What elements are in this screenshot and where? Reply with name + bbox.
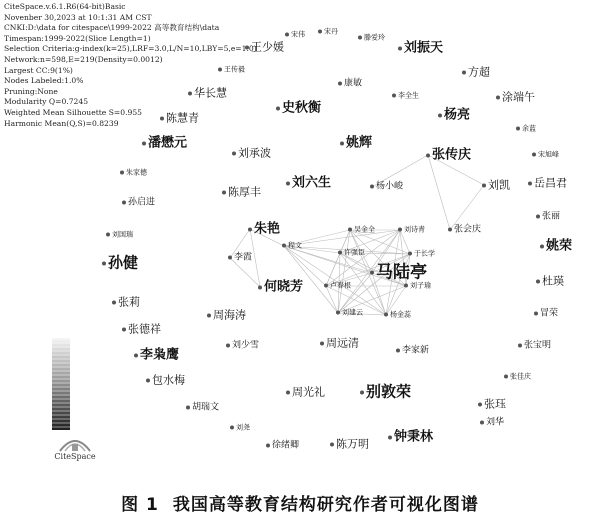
author-node[interactable] — [370, 262, 427, 283]
author-node[interactable] — [396, 347, 429, 356]
figure-title: 我国高等教育结构研究作者可视化图谱 — [172, 495, 479, 515]
node-dot — [478, 403, 482, 407]
node-dot — [384, 313, 388, 317]
node-dot — [532, 153, 536, 157]
author-node[interactable] — [228, 254, 252, 263]
author-label: 刘诗青 — [404, 225, 425, 234]
author-label: 李枭鹰 — [140, 347, 180, 363]
author-node[interactable] — [276, 102, 321, 115]
node-dot — [285, 33, 289, 37]
node-dot — [207, 314, 211, 318]
node-dot — [142, 141, 146, 145]
author-label: 朱家德 — [126, 168, 147, 177]
author-label: 王少媛 — [251, 40, 284, 54]
author-label: 李家新 — [402, 345, 430, 356]
author-node[interactable] — [186, 404, 219, 413]
logo-arc-icon — [58, 434, 92, 452]
author-node[interactable] — [324, 283, 351, 290]
node-dot — [112, 301, 116, 305]
author-node[interactable] — [536, 276, 564, 287]
network-info-panel — [4, 2, 257, 129]
node-dot — [248, 227, 252, 231]
node-dot — [258, 285, 262, 289]
author-label: 刘振天 — [404, 40, 444, 56]
node-dot — [540, 244, 544, 248]
node-dot — [348, 228, 352, 232]
author-label: 张会庆 — [454, 224, 482, 235]
time-color-legend-bar — [52, 338, 70, 430]
node-dot — [370, 271, 374, 275]
author-label: 杨金蕊 — [390, 310, 411, 319]
node-dot — [338, 251, 342, 255]
author-label: 周光礼 — [292, 385, 325, 399]
author-label: 余蓝 — [522, 124, 536, 133]
node-dot — [232, 152, 236, 156]
author-label: 刘建云 — [342, 308, 363, 317]
node-dot — [496, 96, 500, 100]
node-dot — [396, 348, 400, 352]
info-line: Timespan:1999-2022(Slice Length=1) — [4, 33, 151, 43]
author-label: 程文 — [288, 241, 302, 250]
co-author-link — [428, 155, 450, 230]
author-label: 宋伟 — [291, 30, 305, 39]
node-dot — [388, 435, 392, 439]
node-dot — [336, 311, 340, 315]
author-label: 宋丹 — [324, 27, 338, 36]
author-node[interactable] — [134, 349, 179, 362]
author-label: 姚荣 — [546, 238, 573, 254]
node-dot — [228, 255, 232, 259]
author-label: 张传庆 — [432, 147, 472, 163]
author-node[interactable] — [384, 312, 411, 319]
node-dot — [398, 46, 402, 50]
node-dot — [320, 342, 324, 346]
author-node[interactable] — [408, 251, 435, 258]
author-label: 陈慧青 — [166, 111, 199, 125]
author-node[interactable] — [222, 187, 261, 198]
node-dot — [324, 284, 328, 288]
author-label: 周海涛 — [213, 308, 246, 322]
author-node[interactable] — [438, 109, 470, 122]
author-node[interactable] — [258, 281, 303, 294]
author-node[interactable] — [286, 387, 325, 398]
node-dot — [186, 405, 190, 409]
author-label: 马陆亭 — [376, 262, 427, 283]
info-line: Modularity Q=0.7245 — [4, 97, 89, 107]
author-node[interactable] — [338, 250, 365, 257]
author-label: 康敏 — [344, 78, 363, 89]
info-line: Weighted Mean Silhouette S=0.955 — [4, 107, 143, 117]
author-node[interactable] — [320, 338, 359, 349]
node-dot — [370, 184, 374, 188]
node-dot — [122, 200, 126, 204]
author-label: 刘国瑞 — [112, 230, 133, 239]
node-dot — [102, 261, 106, 265]
node-dot — [408, 252, 412, 256]
author-label: 陈厚丰 — [228, 185, 261, 199]
author-label: 刘尧 — [236, 423, 250, 432]
node-dot — [222, 191, 226, 195]
node-dot — [536, 214, 540, 218]
author-node[interactable] — [392, 93, 419, 100]
node-dot — [330, 443, 334, 447]
author-node[interactable] — [122, 324, 161, 335]
author-label: 钟秉林 — [394, 429, 434, 445]
author-node[interactable] — [266, 442, 299, 451]
author-label: 徐绪卿 — [272, 440, 300, 451]
author-label: 滕爱玲 — [364, 33, 385, 42]
author-node[interactable] — [534, 310, 558, 319]
node-dot — [230, 426, 234, 430]
co-author-link — [450, 185, 484, 230]
info-line: CiteSpace.v.6.1.R6(64-bit)Basic — [4, 2, 126, 11]
node-dot — [392, 94, 396, 98]
info-line: Pruning:None — [4, 86, 58, 96]
node-dot — [276, 106, 280, 110]
author-node[interactable] — [120, 170, 147, 177]
author-label: 杨小峻 — [376, 181, 404, 192]
info-line: Network:n=598,E=219(Density=0.0012) — [4, 54, 163, 64]
node-dot — [122, 328, 126, 332]
author-node[interactable] — [496, 92, 535, 103]
node-dot — [462, 71, 466, 75]
node-dot — [358, 36, 362, 40]
author-node[interactable] — [532, 152, 559, 159]
author-node[interactable] — [282, 243, 302, 250]
author-label: 孙启进 — [128, 197, 156, 208]
author-node[interactable] — [336, 310, 363, 317]
node-dot — [504, 375, 508, 379]
author-label: 王传毅 — [224, 65, 245, 74]
node-dot — [398, 228, 402, 232]
author-label: 张莉 — [118, 295, 140, 309]
author-label: 涂端午 — [502, 90, 535, 104]
author-node[interactable] — [482, 180, 510, 191]
node-dot — [528, 182, 532, 186]
author-node[interactable] — [348, 227, 375, 234]
author-label: 姚辉 — [346, 135, 373, 151]
author-label: 刘华 — [486, 417, 505, 428]
author-label: 史秋衡 — [282, 100, 322, 116]
node-dot — [534, 311, 538, 315]
author-node[interactable] — [286, 177, 331, 190]
author-node[interactable] — [540, 240, 572, 253]
author-label: 包水梅 — [152, 373, 185, 387]
author-node[interactable] — [102, 253, 139, 272]
author-node[interactable] — [478, 399, 506, 410]
author-node[interactable] — [536, 213, 560, 222]
author-label: 张佳庆 — [510, 372, 531, 381]
node-dot — [340, 141, 344, 145]
author-node[interactable] — [480, 419, 504, 428]
author-node[interactable] — [142, 137, 187, 150]
info-line: Selection Criteria:g-index(k=25),LRF=3.0,L/N=10,LBY=5,e=1.0) — [4, 44, 257, 54]
info-line: Nodes Labeled:1.0% — [4, 76, 84, 86]
node-dot — [518, 343, 522, 347]
author-node[interactable] — [330, 439, 369, 450]
author-node[interactable] — [122, 199, 155, 208]
node-dot — [426, 153, 430, 157]
author-label: 陈万明 — [336, 437, 369, 451]
author-label: 岳昌君 — [534, 176, 567, 190]
author-label: 胡瑞文 — [192, 402, 220, 413]
node-dot — [106, 233, 110, 237]
author-label: 周远清 — [326, 336, 359, 350]
author-label: 华长慧 — [194, 86, 227, 100]
citespace-logo — [40, 434, 110, 464]
author-label: 刘凯 — [488, 178, 510, 192]
author-label: 吴金全 — [354, 225, 375, 234]
node-dot — [318, 30, 322, 34]
author-node[interactable] — [426, 149, 471, 162]
author-label: 冒荣 — [540, 308, 559, 319]
author-node[interactable] — [285, 32, 305, 39]
author-node[interactable] — [106, 232, 133, 239]
author-node[interactable] — [360, 382, 412, 401]
author-node[interactable] — [248, 223, 280, 236]
author-node[interactable] — [370, 183, 403, 192]
author-node[interactable] — [318, 29, 338, 36]
author-label: 刘六生 — [292, 175, 332, 191]
author-node[interactable] — [112, 297, 140, 308]
node-dot — [360, 390, 364, 394]
author-label: 孙健 — [108, 253, 139, 272]
author-node[interactable] — [230, 425, 250, 432]
node-dot — [438, 113, 442, 117]
author-label: 何晓芳 — [264, 279, 304, 295]
figure-number: 图 1 — [121, 495, 159, 515]
author-node[interactable] — [226, 342, 259, 351]
node-dot — [286, 391, 290, 395]
node-dot — [536, 280, 540, 284]
node-dot — [226, 343, 230, 347]
author-label: 刘子瑜 — [410, 281, 431, 290]
author-node[interactable] — [518, 342, 551, 351]
node-dot — [266, 443, 270, 447]
author-label: 李霞 — [234, 252, 253, 263]
info-line: Harmonic Mean(Q,S)=0.8239 — [4, 118, 119, 128]
node-dot — [338, 81, 342, 85]
author-label: 刘少雪 — [232, 340, 260, 351]
node-dot — [448, 227, 452, 231]
info-line: Novenber 30,2023 at 10:1:31 AM CST — [4, 12, 152, 22]
author-node[interactable] — [528, 178, 567, 189]
author-label: 于长学 — [414, 249, 435, 258]
author-label: 张丽 — [542, 211, 561, 222]
author-node[interactable] — [398, 227, 425, 234]
author-label: 刘承波 — [238, 146, 271, 160]
node-dot — [282, 244, 286, 248]
author-label: 方超 — [468, 65, 490, 79]
node-dot — [120, 171, 124, 175]
author-label: 潘懋元 — [148, 135, 188, 151]
author-label: 宋旭峰 — [538, 150, 559, 159]
author-node[interactable] — [504, 374, 531, 381]
author-node[interactable] — [388, 431, 433, 444]
author-node[interactable] — [207, 310, 246, 321]
figure-caption — [0, 490, 600, 515]
author-label: 卢春根 — [330, 281, 351, 290]
author-node[interactable] — [404, 283, 431, 290]
author-label: 张珏 — [484, 397, 506, 411]
node-dot — [146, 379, 150, 383]
node-dot — [286, 181, 290, 185]
author-label: 张宝明 — [524, 340, 552, 351]
info-line: CNKI:D:\data for citespace\1999-2022 高等教育结构\data — [4, 23, 220, 33]
author-node[interactable] — [146, 375, 185, 386]
author-node[interactable] — [398, 42, 443, 55]
author-label: 朱艳 — [254, 221, 281, 237]
node-dot — [482, 184, 486, 188]
author-node[interactable] — [448, 226, 481, 235]
node-dot — [134, 353, 138, 357]
author-node[interactable] — [358, 35, 385, 42]
author-label: 李全生 — [398, 91, 419, 100]
author-node[interactable] — [462, 67, 490, 78]
author-node[interactable] — [338, 80, 362, 89]
author-node[interactable] — [340, 137, 372, 150]
logo-label: CiteSpace — [54, 452, 96, 461]
author-label: 许强臣 — [344, 248, 365, 257]
node-dot — [516, 127, 520, 131]
author-label: 别敦荣 — [366, 382, 412, 401]
author-node[interactable] — [232, 148, 271, 159]
info-line: Largest CC:9(1%) — [4, 65, 73, 75]
author-label: 张德祥 — [128, 322, 161, 336]
author-label: 杨亮 — [444, 107, 471, 123]
author-label: 杜瑛 — [542, 274, 564, 288]
node-dot — [404, 284, 408, 288]
node-dot — [480, 420, 484, 424]
author-node[interactable] — [516, 126, 536, 133]
